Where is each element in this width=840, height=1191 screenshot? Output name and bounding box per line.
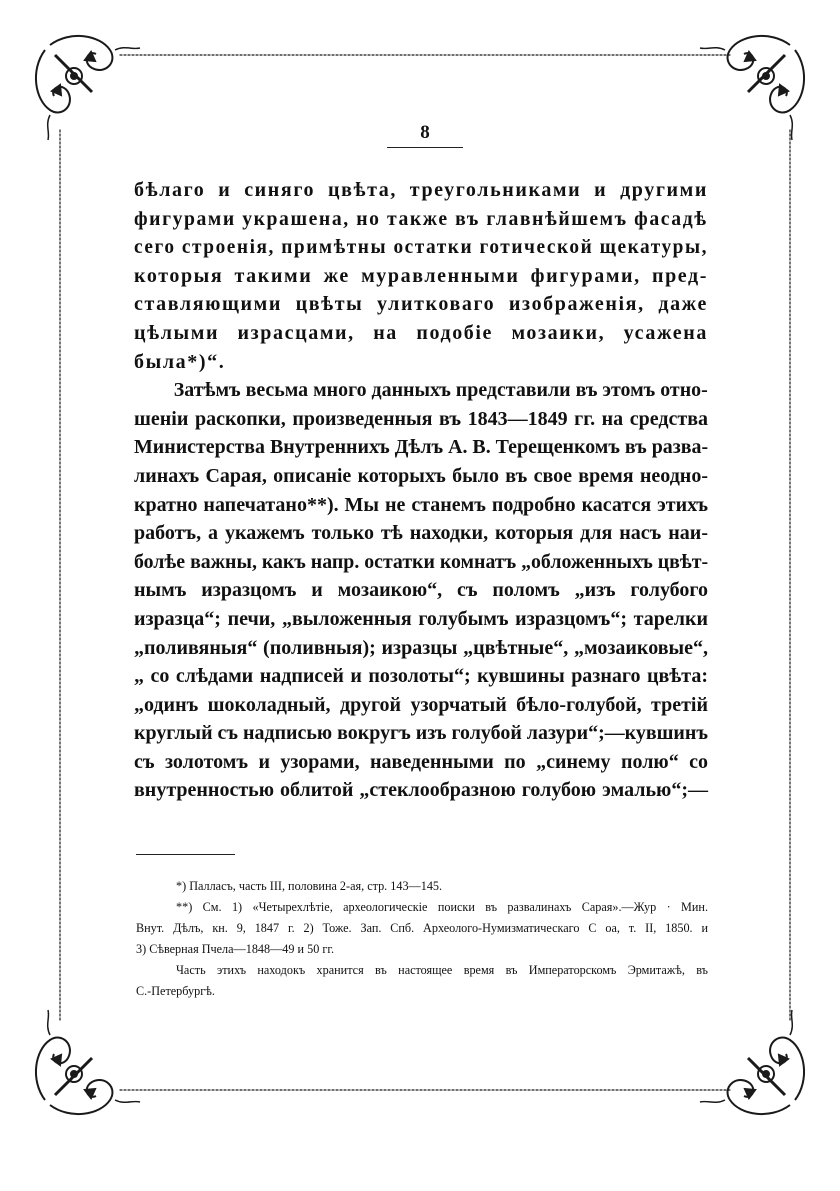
text-line: „ со слѣдами надписей и позолоты“; кувшины разнаго цвѣта:	[134, 665, 708, 688]
page-number-rule	[387, 147, 463, 148]
text-line: „одинъ шоколадный, другой узорчатый бѣло-голубой, третій	[134, 693, 708, 716]
corner-ornament-bottom-right	[700, 1010, 804, 1114]
text-line: которыя такими же муравленными фигурами, пред-	[134, 264, 708, 287]
text-line: „поливяныя“ (поливныя); изразцы „цвѣтные“, „мозаиковые“,	[134, 636, 708, 659]
footnote-line: 3) Сѣверная Пчела—1848—49 и 50 гг.	[136, 942, 335, 956]
text-line: съ золотомъ и узорами, наведенными по „синему полю“ со	[134, 750, 708, 773]
main-text	[134, 176, 708, 805]
text-line: фигурами украшена, но также въ главнѣйшемъ фасадѣ	[134, 207, 708, 230]
footnote-line: *) Палласъ, часть III, половина 2-ая, стр. 143—145.	[176, 879, 443, 893]
footnotes	[136, 876, 708, 1002]
footnote-line: **) См. 1) «Четырехлѣтіе, археологическіе поиски въ развалинахъ Сарая».—Жур · Мин.	[176, 900, 708, 914]
footnote-line: Внут. Дѣлъ, кн. 9, 1847 г. 2) Тоже. Зап. Спб. Археолого-Нумизматическаго С оа, т. II, 1850. и	[136, 921, 708, 935]
text-line: изразца“; печи, „выложенныя голубымъ изразцомъ“; тарелки	[134, 607, 708, 630]
text-line: круглый съ надписью вокругъ изъ голубой лазури“;—кувшинъ	[134, 722, 709, 745]
text-line: болѣе важны, какъ напр. остатки комнатъ „обложенныхъ цвѣт-	[134, 550, 709, 573]
corner-ornament-top-left	[36, 36, 140, 140]
text-line: была*)“.	[134, 350, 226, 373]
footnote-line: Часть этихъ находокъ хранится въ настоящее время въ Императорскомъ Эрмитажѣ, въ	[176, 963, 708, 977]
text-line: шеніи раскопки, произведенныя въ 1843—1849 гг. на средства	[134, 407, 708, 430]
text-line: работъ, а укажемъ только тѣ находки, которыя для насъ наи-	[134, 522, 708, 545]
text-line: цѣлыми израсцами, на подобіе мозаики, усажена	[134, 321, 708, 344]
text-line: Министерства Внутреннихъ Дѣлъ А. В. Терещенкомъ въ разва-	[134, 436, 709, 459]
text-line: нымъ изразцомъ и мозаикою“, съ поломъ „изъ голубого	[134, 579, 708, 602]
text-line: внутренностью облитой „стеклообразною голубою эмалью“;—	[134, 779, 708, 802]
corner-ornament-top-right	[700, 36, 804, 140]
footnote-rule	[136, 854, 235, 855]
text-line: Затѣмъ весьма много данныхъ представили въ этомъ отно-	[173, 379, 708, 402]
text-line: линахъ Сарая, описаніе которыхъ было въ свое время неодно-	[134, 464, 708, 487]
text-line: сего строенія, примѣтны остатки готической щекатуры,	[134, 236, 708, 259]
page-number: 8	[420, 122, 430, 143]
text-line: ставляющими цвѣты улитковаго изображенія, даже	[134, 293, 708, 316]
footnote-line: С.-Петербургѣ.	[136, 984, 215, 998]
corner-ornament-bottom-left	[36, 1010, 140, 1114]
text-line: бѣлаго и синяго цвѣта, треугольниками и другими	[134, 179, 708, 201]
text-line: кратно напечатано**). Мы не станемъ подробно касатся этихъ	[134, 493, 708, 516]
